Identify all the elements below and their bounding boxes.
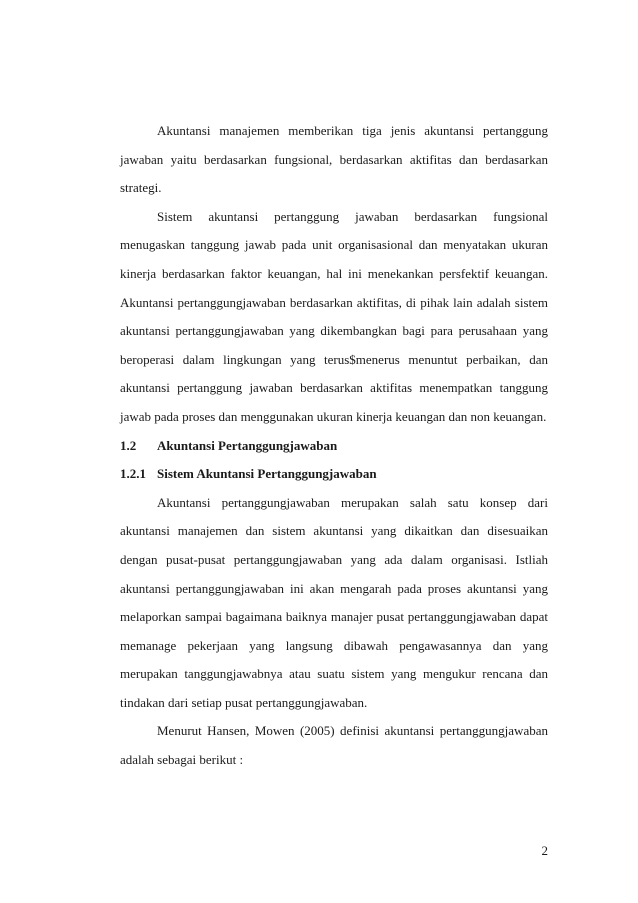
section-heading-1-2: [120, 432, 548, 461]
paragraph-sistem-fungsional: Sistem akuntansi pertanggung jawaban berdasarkan fungsional menugaskan tanggung jawab pada unit organisasional dan menyatakan ukuran kinerja berdasarkan faktor keuangan, hal ini menekankan persfektif keuangan. Akuntansi pertanggungjawaban berdasarkan aktifitas, di pihak lain adalah sistem akuntansi pertanggungjawaban yang dikembangkan bagi para perusahaan yang beroperasi dalam lingkungan yang terus$menerus menuntut perbaikan, dan akuntansi pertanggung jawaban berdasarkan aktifitas menempatkan tanggung jawab pada proses dan menggunakan ukuran kinerja keuangan dan non keuangan.: [120, 208, 548, 424]
subsection-number: 1.2.1: [120, 466, 146, 482]
section-title: Akuntansi Pertanggungjawaban: [157, 437, 338, 453]
body-text: [120, 117, 548, 775]
page-number: 2: [541, 843, 548, 858]
section-number: 1.2: [120, 437, 137, 453]
subsection-title: Sistem Akuntansi Pertanggungjawaban: [157, 466, 377, 482]
paragraph-konsep: Akuntansi pertanggungjawaban merupakan salah satu konsep dari akuntansi manajemen dan sistem akuntansi yang dikaitkan dan disesuaikan dengan pusat-pusat pertanggungjawaban yang ada dalam organisasi. Istliah akuntansi pertanggungjawaban ini akan mengarah pada proses akuntansi yang melaporkan sampai bagaimana baiknya manajer pusat pertanggungjawaban dapat memanage pekerjaan yang langsung dibawah pengawasannya dan yang merupakan tanggungjawabnya atau suatu sistem yang mengukur rencana dan tindakan dari setiap pusat pertanggungjawaban.: [120, 494, 548, 710]
paragraph-definisi-hansen: Menurut Hansen, Mowen (2005) definisi akuntansi pertanggungjawaban adalah sebagai berikut :: [120, 723, 548, 768]
paragraph-jenis-akuntansi: Akuntansi manajemen memberikan tiga jenis akuntansi pertanggung jawaban yaitu berdasarkan fungsional, berdasarkan aktifitas dan berdasarkan strategi.: [120, 123, 548, 196]
subsection-heading-1-2-1: [120, 460, 548, 489]
